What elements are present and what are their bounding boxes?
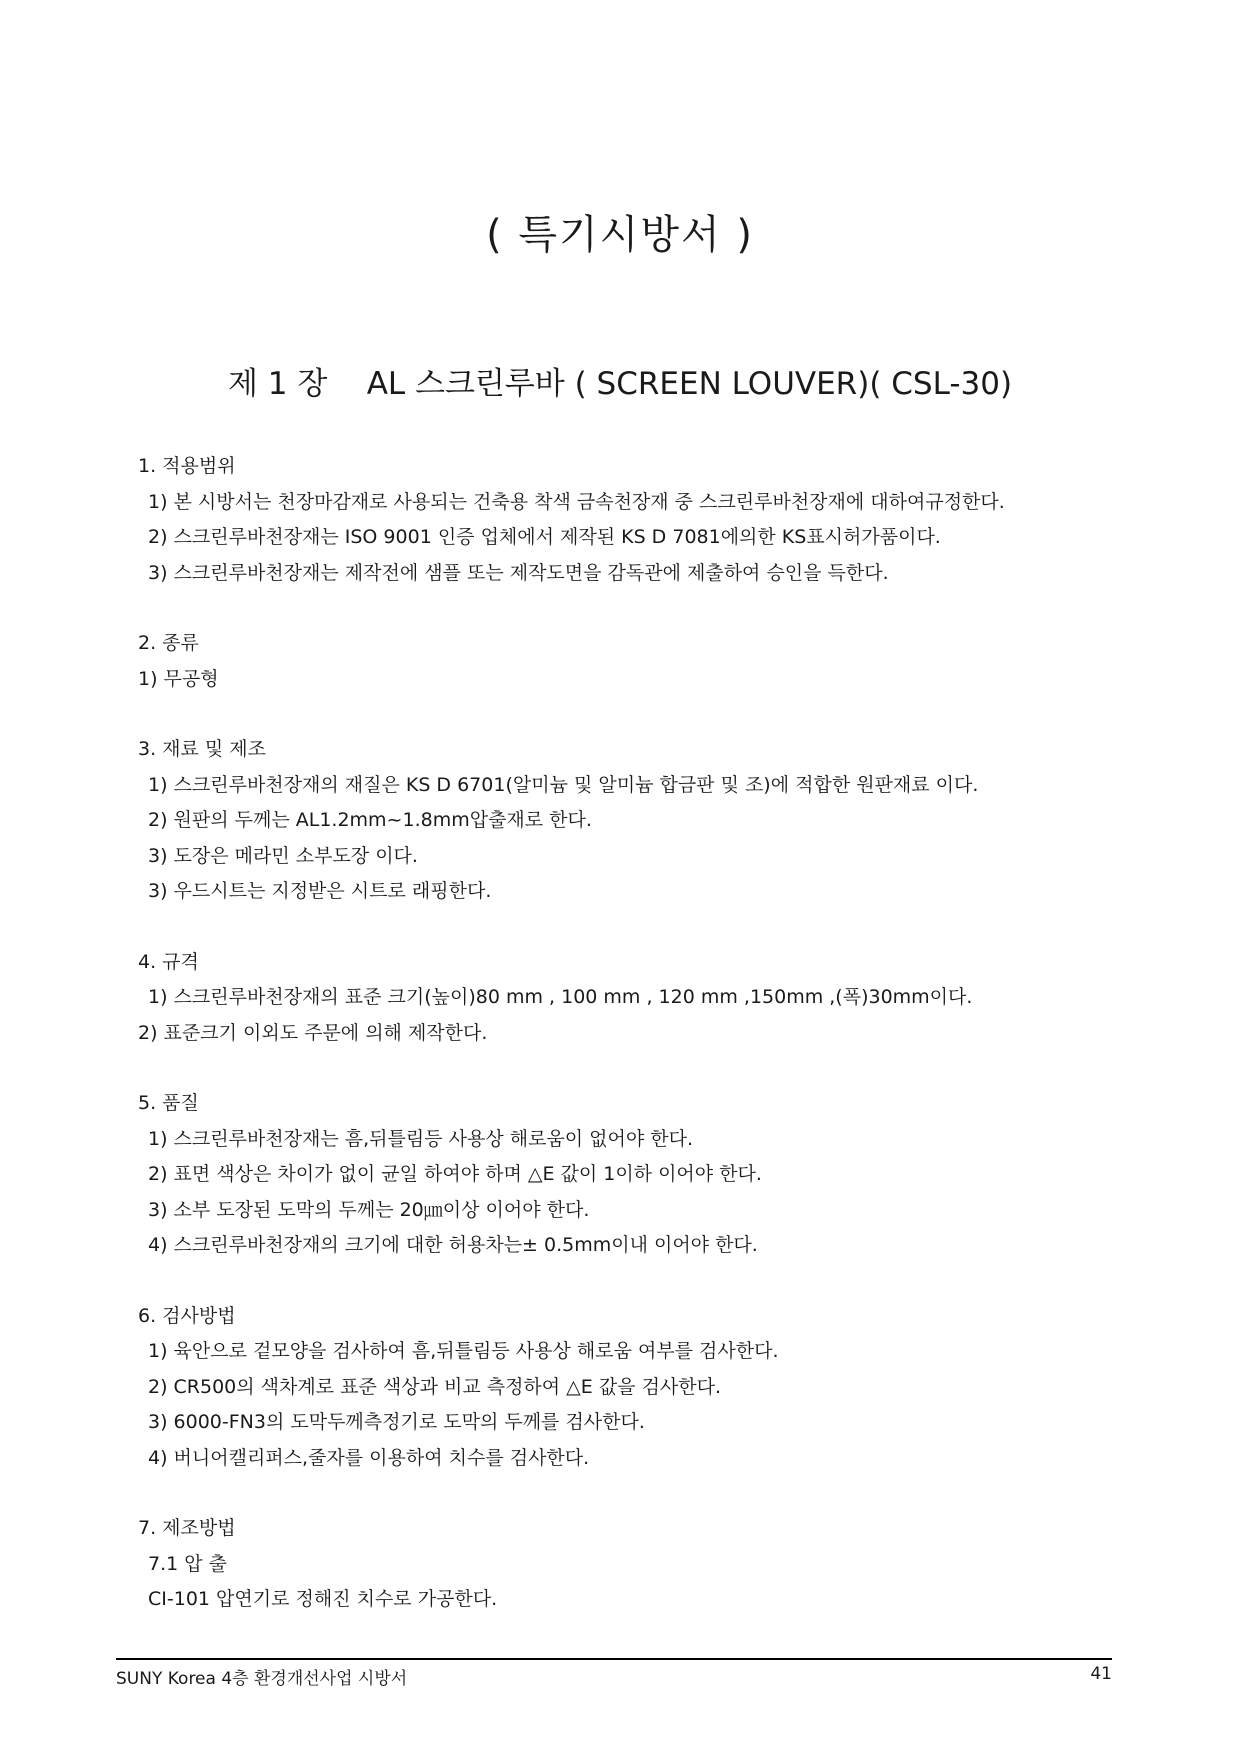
spec-item: 2) 스크린루바천장재는 ISO 9001 인증 업체에서 제작된 KS D 7081에의한 KS표시허가품이다. [148, 526, 941, 548]
spec-item: 2) 표준크기 이외도 주문에 의해 제작한다. [138, 1021, 488, 1044]
footer-document-name: SUNY Korea 4층 환경개선사업 시방서 [116, 1669, 408, 1689]
spec-section [138, 449, 1118, 591]
spec-item: 4) 스크린루바천장재의 크기에 대한 허용차는± 0.5mm이내 이어야 한다. [148, 1234, 758, 1256]
section-heading: 5. 품질 [138, 1092, 199, 1114]
spec-item: 7.1 압 출 [148, 1552, 228, 1575]
spec-section [138, 1299, 1118, 1477]
spec-item: 1) 스크린루바천장재의 표준 크기(높이)80 mm , 100 mm , 120 mm ,150mm ,(폭)30mm이다. [148, 986, 973, 1008]
document-body [138, 449, 1118, 1653]
spec-item: 3) 소부 도장된 도막의 두께는 20㎛이상 이어야 한다. [148, 1198, 590, 1221]
spec-item: 2) 표면 색상은 차이가 없이 균일 하여야 하며 △E 값이 1이하 이어야 한다. [148, 1163, 762, 1185]
section-heading: 4. 규격 [138, 950, 199, 973]
spec-item: 1) 스크린루바천장재의 재질은 KS D 6701(알미늄 및 알미늄 합금판 및 조)에 적합한 원판재료 이다. [148, 773, 979, 796]
spec-section [138, 1511, 1118, 1618]
page-footer [116, 1658, 1112, 1689]
spec-item: 2) 원판의 두께는 AL1.2mm~1.8mm압출재로 한다. [148, 809, 592, 831]
section-heading: 2. 종류 [138, 632, 199, 654]
spec-item: 2) CR500의 색차계로 표준 색상과 비교 측정하여 △E 값을 검사한다. [148, 1375, 722, 1398]
spec-section [138, 945, 1118, 1052]
spec-item: CI-101 압연기로 정해진 치수로 가공한다. [148, 1588, 498, 1610]
spec-item: 1) 무공형 [138, 667, 219, 690]
page-number: 41 [1090, 1664, 1112, 1684]
section-heading: 3. 재료 및 제조 [138, 738, 267, 760]
spec-item: 3) 우드시트는 지정받은 시트로 래핑한다. [148, 880, 492, 902]
section-heading: 1. 적용범위 [138, 455, 236, 477]
spec-item: 3) 스크린루바천장재는 제작전에 샘플 또는 제작도면을 감독관에 제출하여 승인을 득한다. [148, 561, 889, 584]
section-heading: 6. 검사방법 [138, 1304, 236, 1327]
spec-item: 1) 육안으로 겉모양을 검사하여 흠,뒤틀림등 사용상 해로움 여부를 검사한다. [148, 1340, 779, 1362]
spec-section [138, 1086, 1118, 1264]
section-heading: 7. 제조방법 [138, 1517, 236, 1539]
document-title: ( 특기시방서 ) [486, 212, 754, 258]
spec-item: 4) 버니어캘리퍼스,줄자를 이용하여 치수를 검사한다. [148, 1446, 590, 1469]
spec-section [138, 626, 1118, 697]
spec-item: 1) 스크린루바천장재는 흠,뒤틀림등 사용상 해로움이 없어야 한다. [148, 1127, 694, 1150]
spec-item: 1) 본 시방서는 천장마감재로 사용되는 건축용 착색 금속천장재 중 스크린루바천장재에 대하여규정한다. [148, 490, 1005, 513]
spec-item: 3) 6000-FN3의 도막두께측정기로 도막의 두께를 검사한다. [148, 1411, 645, 1433]
chapter-heading: 제 1 장 AL 스크린루바 ( SCREEN LOUVER)( CSL-30) [227, 366, 1013, 402]
spec-item: 3) 도장은 메라민 소부도장 이다. [148, 844, 418, 867]
spec-section [138, 732, 1118, 910]
